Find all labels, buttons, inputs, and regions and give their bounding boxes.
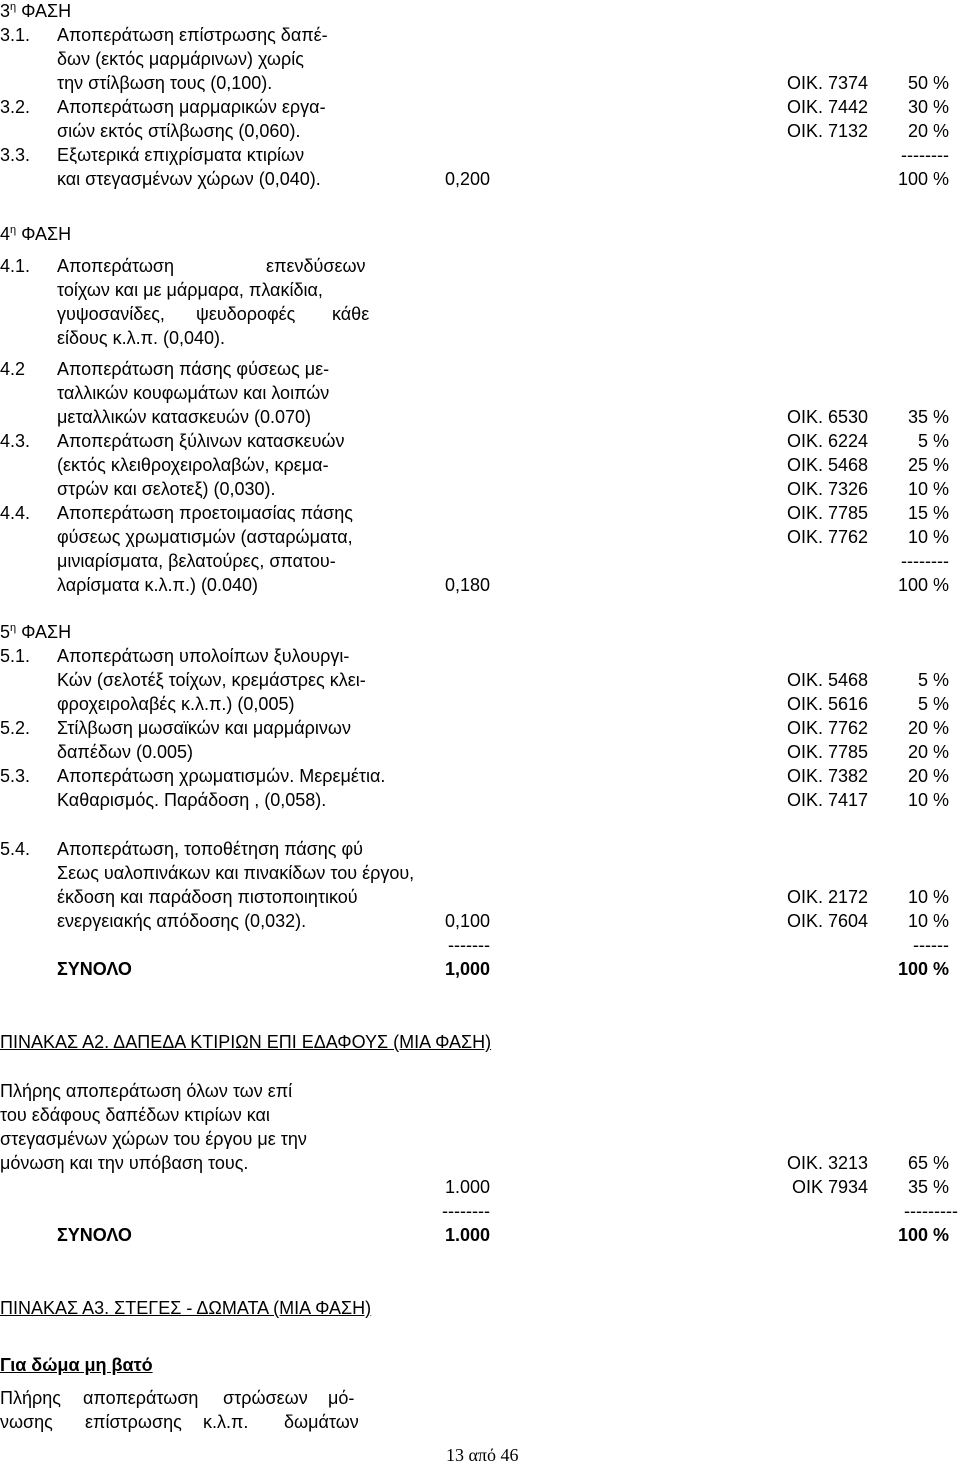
code: ΟΙΚ. 7762 bbox=[786, 527, 868, 547]
percent: 35 % bbox=[907, 407, 949, 427]
code: ΟΙΚ. 7326 bbox=[786, 479, 868, 499]
item-text: του εδάφους δαπέδων κτιρίων και bbox=[0, 1105, 270, 1125]
code: ΟΙΚ. 7374 bbox=[786, 73, 868, 93]
total-weight: 1,000 bbox=[444, 959, 490, 979]
percent: 5 % bbox=[917, 431, 949, 451]
item-text: Αποπεράτωση bbox=[57, 256, 175, 276]
item-text: έκδοση και παράδοση πιστοποιητικού bbox=[57, 887, 358, 907]
item-text: Αποπεράτωση χρωματισμών. Μερεμέτια. bbox=[57, 766, 386, 786]
phase4-heading: $4^\eta$ ΦΑΣΗ bbox=[0, 224, 72, 244]
code: ΟΙΚ. 5468 bbox=[786, 455, 868, 475]
item-text: στρώσεων bbox=[223, 1388, 308, 1408]
item-text: και στεγασμένων χώρων (0,040). bbox=[57, 169, 321, 189]
item-text: την στίλβωση τους (0,100). bbox=[57, 73, 273, 93]
item-text: στρών και σελοτεξ) (0,030). bbox=[57, 479, 276, 499]
item-text: επενδύσεων bbox=[266, 256, 366, 276]
percent: 25 % bbox=[907, 455, 949, 475]
percent: 20 % bbox=[907, 121, 949, 141]
item-text: Σεως υαλοπινάκων και πινακίδων του έργου, bbox=[57, 863, 415, 883]
code: ΟΙΚ. 7762 bbox=[786, 718, 868, 738]
phase-total-percent: 100 % bbox=[897, 169, 949, 189]
percent: 20 % bbox=[907, 718, 949, 738]
item-text: μό- bbox=[328, 1388, 355, 1408]
item-text: φύσεως χρωματισμών (ασταρώματα, bbox=[57, 527, 353, 547]
item-text: Στίλβωση μωσαϊκών και μαρμάρινων bbox=[57, 718, 351, 738]
percent: 10 % bbox=[907, 527, 949, 547]
item-text: μόνωση και την υπόβαση τους. bbox=[0, 1153, 249, 1173]
item-text: Αποπεράτωση, τοποθέτηση πάσης φύ bbox=[57, 839, 363, 859]
item-text: κάθε bbox=[332, 304, 370, 324]
item-text: είδους κ.λ.π. (0,040). bbox=[57, 328, 226, 348]
code: ΟΙΚ. 6530 bbox=[786, 407, 868, 427]
item-text: Αποπεράτωση ξύλινων κατασκευών bbox=[57, 431, 345, 451]
percent: 20 % bbox=[907, 766, 949, 786]
item-text: δωμάτων bbox=[284, 1412, 359, 1432]
dash-line: ------ bbox=[913, 935, 949, 955]
item-text: Κών (σελοτέξ τοίχων, κρεμάστρες κλει- bbox=[57, 670, 366, 690]
percent: 10 % bbox=[907, 479, 949, 499]
code: ΟΙΚ. 5468 bbox=[786, 670, 868, 690]
item-text: δαπέδων (0.005) bbox=[57, 742, 193, 762]
code: ΟΙΚ. 7417 bbox=[786, 790, 868, 810]
item-text: σιών εκτός στίλβωσης (0,060). bbox=[57, 121, 301, 141]
dash-line: --------- bbox=[904, 1201, 958, 1221]
item-text: ταλλικών κουφωμάτων και λοιπών bbox=[57, 383, 330, 403]
item-text: Πλήρης bbox=[0, 1388, 61, 1408]
item-number: 5.3. bbox=[0, 766, 31, 786]
percent: 15 % bbox=[907, 503, 949, 523]
table-a3-title: ΠΙΝΑΚΑΣ Α3. ΣΤΕΓΕΣ - ΔΩΜΑΤΑ (ΜΙΑ ΦΑΣΗ) bbox=[0, 1298, 372, 1318]
item-text: Αποπεράτωση μαρμαρικών εργα- bbox=[57, 97, 326, 117]
page-number: 13 από 46 bbox=[446, 1445, 519, 1465]
phase3-heading: $3^\eta$ ΦΑΣΗ bbox=[0, 1, 72, 21]
phase-weight: 1.000 bbox=[444, 1177, 490, 1197]
item-text: επίστρωσης bbox=[85, 1412, 182, 1432]
item-number: 5.4. bbox=[0, 839, 31, 859]
item-text: Αποπεράτωση προετοιμασίας πάσης bbox=[57, 503, 353, 523]
percent: 5 % bbox=[917, 694, 949, 714]
item-text: νωσης bbox=[0, 1412, 53, 1432]
item-text: Εξωτερικά επιχρίσματα κτιρίων bbox=[57, 145, 305, 165]
phase-weight: 0,100 bbox=[444, 911, 490, 931]
phase-weight: 0,200 bbox=[444, 169, 490, 189]
item-number: 3.3. bbox=[0, 145, 31, 165]
item-text: τοίχων και με μάρμαρα, πλακίδια, bbox=[57, 280, 323, 300]
item-text: στεγασμένων χώρων του έργου με την bbox=[0, 1129, 307, 1149]
item-text: Αποπεράτωση επίστρωσης δαπέ- bbox=[57, 25, 328, 45]
table-a2-title: ΠΙΝΑΚΑΣ Α2. ΔΑΠΕΔΑ ΚΤΙΡΙΩΝ ΕΠΙ ΕΔΑΦΟΥΣ (ΜΙΑ ΦΑΣΗ) bbox=[0, 1032, 492, 1052]
percent: 20 % bbox=[907, 742, 949, 762]
total-label: ΣΥΝΟΛΟ bbox=[57, 1225, 132, 1245]
code: ΟΙΚ. 7604 bbox=[786, 911, 868, 931]
code: ΟΙΚ. 7785 bbox=[786, 742, 868, 762]
percent: 65 % bbox=[907, 1153, 949, 1173]
item-text: δων (εκτός μαρμάρινων) χωρίς bbox=[57, 49, 304, 69]
dash-line: -------- bbox=[442, 1201, 490, 1221]
item-text: μεταλλικών κατασκευών (0.070) bbox=[57, 407, 312, 427]
item-text: Αποπεράτωση πάσης φύσεως με- bbox=[57, 359, 330, 379]
code: ΟΙΚ. 7442 bbox=[786, 97, 868, 117]
item-text: ενεργειακής απόδοσης (0,032). bbox=[57, 911, 307, 931]
code: ΟΙΚ. 2172 bbox=[786, 887, 868, 907]
dash-line: -------- bbox=[901, 551, 949, 571]
code: ΟΙΚ 7934 bbox=[791, 1177, 868, 1197]
item-number: 3.2. bbox=[0, 97, 31, 117]
item-number: 4.1. bbox=[0, 256, 31, 276]
section-subtitle: Για δώμα μη βατό bbox=[0, 1355, 153, 1375]
total-percent: 100 % bbox=[897, 959, 949, 979]
percent: 35 % bbox=[907, 1177, 949, 1197]
phase-weight: 0,180 bbox=[444, 575, 490, 595]
item-number: 5.2. bbox=[0, 718, 31, 738]
item-text: κ.λ.π. bbox=[203, 1412, 249, 1432]
phase5-heading: $5^\eta$ ΦΑΣΗ bbox=[0, 622, 72, 642]
total-weight: 1.000 bbox=[444, 1225, 490, 1245]
percent: 10 % bbox=[907, 887, 949, 907]
code: ΟΙΚ. 6224 bbox=[786, 431, 868, 451]
code: ΟΙΚ. 7382 bbox=[786, 766, 868, 786]
code: ΟΙΚ. 7132 bbox=[786, 121, 868, 141]
code: ΟΙΚ. 7785 bbox=[786, 503, 868, 523]
percent: 10 % bbox=[907, 911, 949, 931]
item-text: φροχειρολαβές κ.λ.π.) (0,005) bbox=[57, 694, 295, 714]
percent: 5 % bbox=[917, 670, 949, 690]
dash-line: ------- bbox=[448, 935, 490, 955]
item-text: μινιαρίσματα, βελατούρες, σπατου- bbox=[57, 551, 336, 571]
code: ΟΙΚ. 5616 bbox=[786, 694, 868, 714]
item-text: αποπεράτωση bbox=[83, 1388, 199, 1408]
item-number: 4.4. bbox=[0, 503, 31, 523]
item-text: λαρίσματα κ.λ.π.) (0.040) bbox=[57, 575, 258, 595]
phase-total-percent: 100 % bbox=[897, 575, 949, 595]
item-text: Αποπεράτωση υπολοίπων ξυλουργι- bbox=[57, 646, 350, 666]
item-text: ψευδοροφές bbox=[196, 304, 296, 324]
item-number: 5.1. bbox=[0, 646, 31, 666]
item-number: 4.3. bbox=[0, 431, 31, 451]
item-number: 4.2 bbox=[0, 359, 26, 379]
percent: 30 % bbox=[907, 97, 949, 117]
item-number: 3.1. bbox=[0, 25, 31, 45]
code: ΟΙΚ. 3213 bbox=[786, 1153, 868, 1173]
item-text: Πλήρης αποπεράτωση όλων των επί bbox=[0, 1081, 293, 1101]
item-text: Καθαρισμός. Παράδοση , (0,058). bbox=[57, 790, 327, 810]
dash-line: -------- bbox=[901, 145, 949, 165]
total-label: ΣΥΝΟΛΟ bbox=[57, 959, 132, 979]
item-text: γυψοσανίδες, bbox=[57, 304, 165, 324]
percent: 50 % bbox=[907, 73, 949, 93]
item-text: (εκτός κλειθροχειρολαβών, κρεμα- bbox=[57, 455, 329, 475]
percent: 10 % bbox=[907, 790, 949, 810]
total-percent: 100 % bbox=[897, 1225, 949, 1245]
